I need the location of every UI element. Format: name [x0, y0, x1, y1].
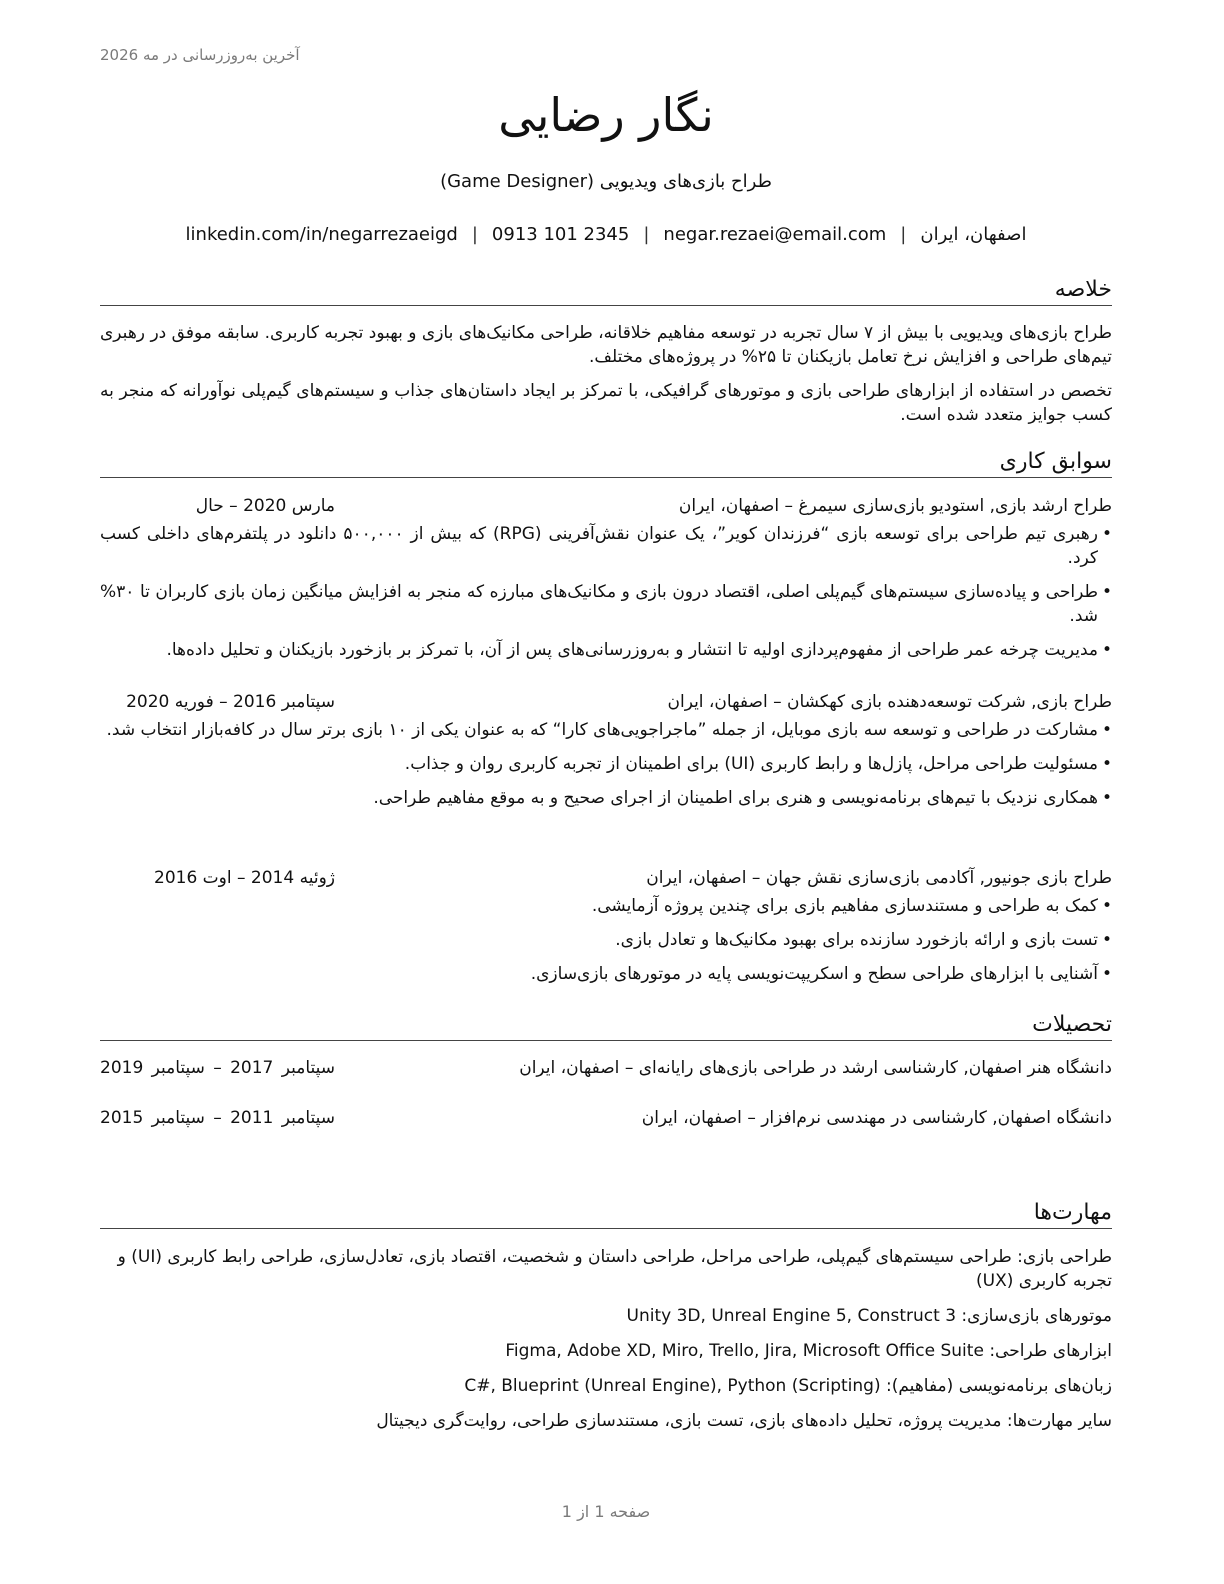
- page-number: صفحه 1 از 1: [561, 1502, 651, 1521]
- experience-heading: سوابق کاری: [100, 448, 1112, 478]
- job-header: [100, 494, 1112, 518]
- summary-paragraph: طراح بازی‌های ویدیویی با بیش از ۷ سال تجربه در توسعه مفاهیم خلاقانه، طراحی مکانیک‌های بازی و بهبود تجربه کاربری. سابقه موفق در رهبری تیم‌های طراحی و افزایش نرخ تعامل بازیکنان تا ۲۵% در پروژه‌های مختلف.: [100, 323, 1112, 367]
- education-school: دانشگاه هنر اصفهان, کارشناسی ارشد در طراحی بازی‌های رایانه‌ای – اصفهان، ایران: [519, 1058, 1112, 1078]
- education-dates: سپتامبر 2017 – سپتامبر 2019: [100, 1058, 335, 1078]
- education-section: [100, 1056, 1112, 1156]
- summary-section: [100, 321, 1112, 437]
- contact-separator: |: [900, 224, 907, 245]
- skill-line: زبان‌های برنامه‌نویسی (مفاهیم): C#, Blueprint (Unreal Engine), Python (Scripting): [464, 1376, 1112, 1396]
- job-bullet: • رهبری تیم طراحی برای توسعه بازی “فرزندان کویر”، یک عنوان نقش‌آفرینی (RPG) که بیش از ۵۰۰,۰۰۰ دانلود در پلتفرم‌های داخلی کسب کرد.: [100, 522, 1112, 570]
- job-bullet: • کمک به طراحی و مستندسازی مفاهیم بازی برای چندین پروژه آزمایشی.: [100, 894, 1112, 918]
- job-dates: ژوئیه 2014 – اوت 2016: [154, 868, 335, 888]
- skill-line: سایر مهارت‌ها: مدیریت پروژه، تحلیل داده‌های بازی، تست بازی، مستندسازی طراحی، روایت‌گری دیجیتال: [376, 1411, 1112, 1431]
- education-dates: سپتامبر 2011 – سپتامبر 2015: [100, 1108, 335, 1128]
- contact-email[interactable]: negar.rezaei@email.com: [663, 224, 887, 245]
- job-bullet: • طراحی و پیاده‌سازی سیستم‌های گیم‌پلی اصلی، اقتصاد درون بازی و مکانیک‌های مبارزه که منجر به افزایش میانگین زمان بازی کاربران تا ۳۰% شد.: [100, 580, 1112, 628]
- skill-line: موتورهای بازی‌سازی: Unity 3D, Unreal Engine 5, Construct 3: [626, 1306, 1112, 1326]
- job-dates: سپتامبر 2016 – فوریه 2020: [126, 692, 335, 712]
- summary-paragraph: تخصص در استفاده از ابزارهای طراحی بازی و موتورهای گرافیکی، با تمرکز بر ایجاد داستان‌های جذاب و سیستم‌های گیم‌پلی نوآورانه که منجر به کسب جوایز متعدد شده است.: [100, 381, 1112, 425]
- resume-page: [100, 0, 1112, 1584]
- job-bullet: • مشارکت در طراحی و توسعه سه بازی موبایل، از جمله ”ماجراجویی‌های کارا“ که به عنوان یکی از ۱۰ بازی برتر سال در کافه‌بازار انتخاب شد.: [100, 718, 1112, 742]
- job-bullet: • همکاری نزدیک با تیم‌های برنامه‌نویسی و هنری برای اطمینان از اجرای صحیح و به موقع مفاهیم طراحی.: [100, 786, 1112, 810]
- job-bullet: • آشنایی با ابزارهای طراحی سطح و اسکریپت‌نویسی پایه در موتورهای بازی‌سازی.: [100, 962, 1112, 986]
- education-entry: [100, 1106, 1112, 1130]
- last-updated-note: آخرین به‌روزرسانی در مه 2026: [100, 46, 300, 64]
- job-dates: مارس 2020 – حال: [195, 496, 335, 516]
- job-entry: [100, 494, 1112, 672]
- candidate-name: نگار رضایی: [498, 88, 714, 142]
- job-header: [100, 690, 1112, 714]
- job-role: طراح بازی جونیور, آکادمی بازی‌سازی نقش جهان – اصفهان، ایران: [646, 868, 1112, 888]
- contact-separator: |: [643, 224, 650, 245]
- education-school: دانشگاه اصفهان, کارشناسی در مهندسی نرم‌افزار – اصفهان، ایران: [641, 1108, 1112, 1128]
- summary-heading: خلاصه: [100, 276, 1112, 306]
- job-role: طراح ارشد بازی, استودیو بازی‌سازی سیمرغ – اصفهان، ایران: [678, 496, 1112, 516]
- contact-separator: |: [471, 224, 478, 245]
- contact-linkedin[interactable]: linkedin.com/in/negarrezaeigd: [185, 224, 458, 245]
- contact-phone: 0913 101 2345: [491, 224, 630, 245]
- job-bullet: • مسئولیت طراحی مراحل، پازل‌ها و رابط کاربری (UI) برای اطمینان از تجربه کاربری روان و جذاب.: [100, 752, 1112, 776]
- job-bullet: • مدیریت چرخه عمر طراحی از مفهوم‌پردازی اولیه تا انتشار و به‌روزرسانی‌های پس از آن، با تمرکز بر بازخورد بازیکنان و تحلیل داده‌ها.: [100, 638, 1112, 662]
- contact-line: [100, 224, 1112, 245]
- skills-heading: مهارت‌ها: [100, 1199, 1112, 1229]
- job-bullets: [100, 522, 1112, 662]
- job-header: [100, 866, 1112, 890]
- education-heading: تحصیلات: [100, 1011, 1112, 1041]
- job-entry: [100, 690, 1112, 820]
- job-bullets: [100, 718, 1112, 810]
- job-bullets: [100, 894, 1112, 986]
- education-entry: [100, 1056, 1112, 1080]
- job-title: طراح بازی‌های ویدیویی (Game Designer): [440, 171, 772, 192]
- skill-line: ابزارهای طراحی: Figma, Adobe XD, Miro, Trello, Jira, Microsoft Office Suite: [505, 1341, 1112, 1361]
- job-bullet: • تست بازی و ارائه بازخورد سازنده برای بهبود مکانیک‌ها و تعادل بازی.: [100, 928, 1112, 952]
- contact-location: اصفهان، ایران: [920, 224, 1027, 245]
- job-role: طراح بازی, شرکت توسعه‌دهنده بازی کهکشان – اصفهان، ایران: [667, 692, 1112, 712]
- skill-line: طراحی بازی: طراحی سیستم‌های گیم‌پلی، طراحی مراحل، طراحی داستان و شخصیت، اقتصاد بازی، تعادل‌سازی، طراحی رابط کاربری (UI) و تجربه کاربری (UX): [117, 1247, 1112, 1291]
- skills-section: [100, 1245, 1112, 1444]
- job-entry: [100, 866, 1112, 996]
